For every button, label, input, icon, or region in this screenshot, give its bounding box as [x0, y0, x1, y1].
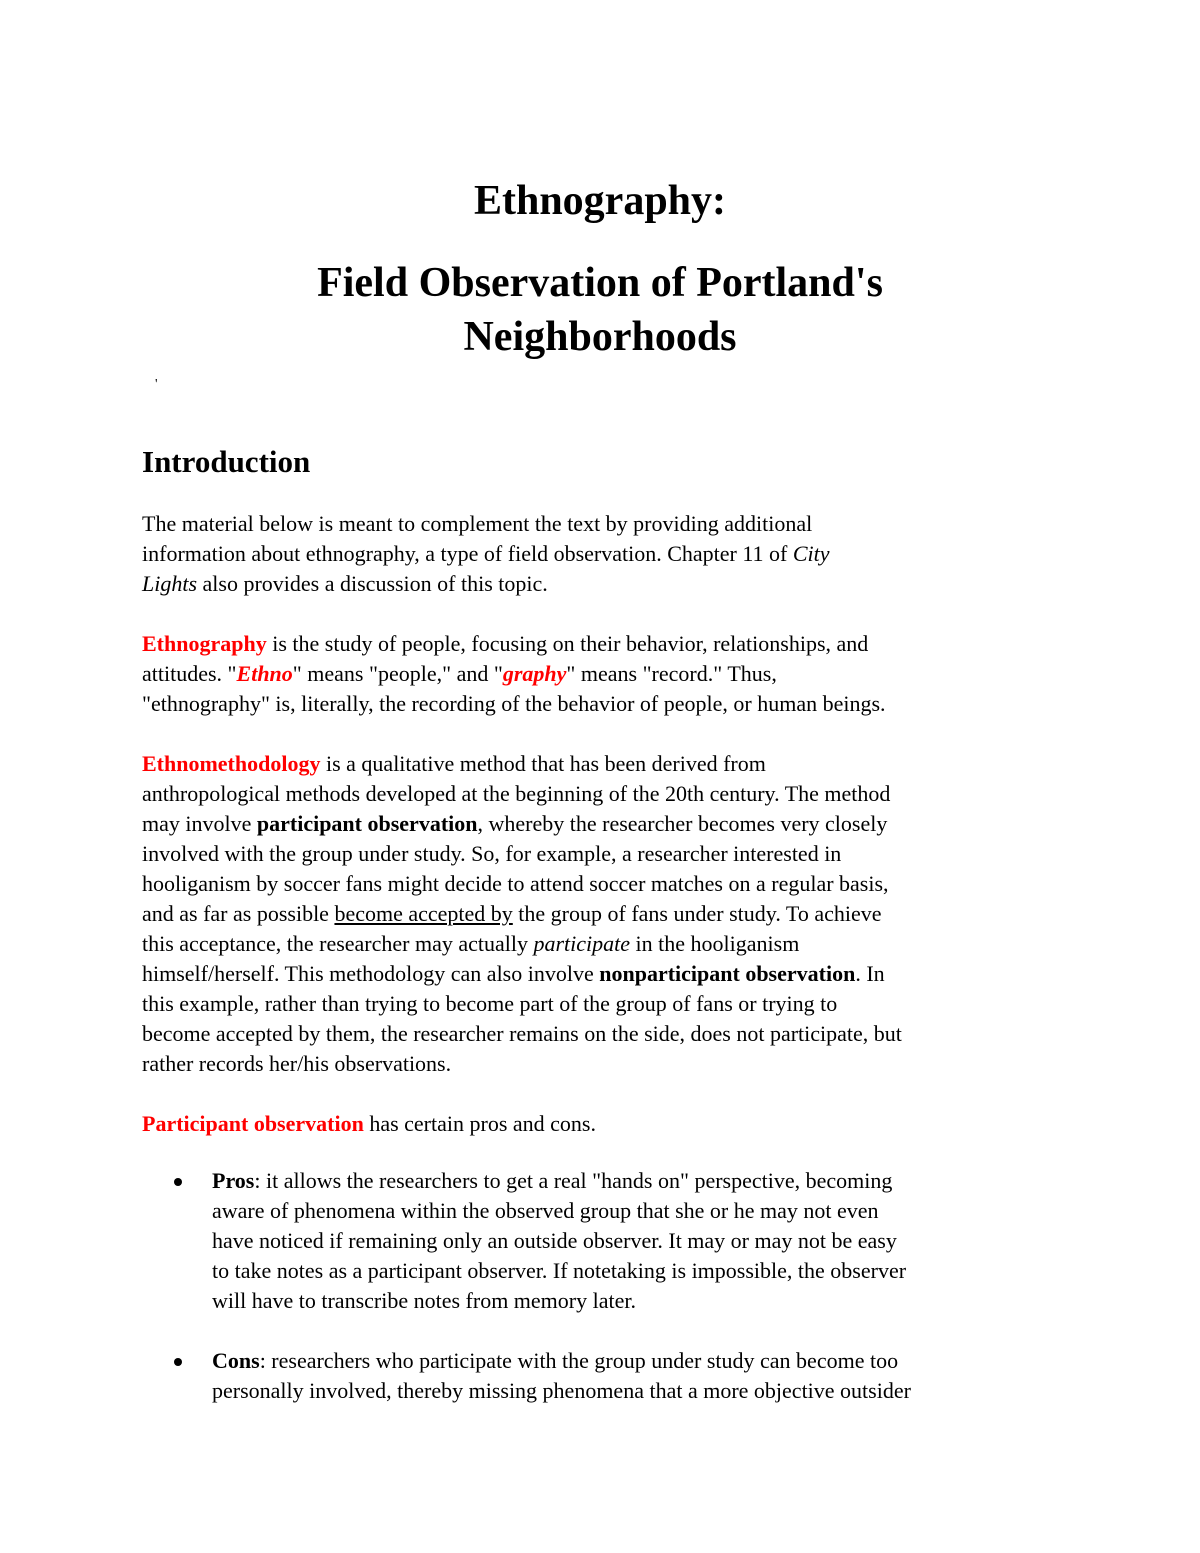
list-item-line: will have to transcribe notes from memory later. — [212, 1288, 636, 1313]
paragraph-text: himself/herself. This methodology can also involve — [142, 961, 600, 986]
list-item-text: : it allows the researchers to get a real "hands on" perspective, becoming — [254, 1168, 893, 1193]
paragraph-line — [142, 1109, 1062, 1139]
paragraph-line — [142, 569, 1062, 599]
list-item-line: personally involved, thereby missing phenomena that a more objective outsider — [212, 1378, 911, 1403]
paragraph-line — [142, 959, 1062, 989]
list-item-label: Cons — [212, 1348, 260, 1373]
paragraph-text: attitudes. " — [142, 661, 237, 686]
paragraph-line — [142, 749, 1062, 779]
stray-tick-mark: ' — [155, 377, 158, 392]
paragraph-line: become accepted by them, the researcher remains on the side, does not participate, but — [142, 1021, 902, 1046]
paragraph-text: this acceptance, the researcher may actually — [142, 931, 534, 956]
book-title-part-2: Lights — [142, 571, 198, 596]
paragraph-line — [142, 809, 1062, 839]
paragraph-line: involved with the group under study. So, for example, a researcher interested in — [142, 841, 842, 866]
term-participant-observation: participant observation — [256, 811, 478, 836]
term-ethnography: Ethnography — [142, 631, 267, 656]
italic-word-participate: participate — [533, 931, 631, 956]
list-item-line — [212, 1346, 1132, 1376]
term-nonparticipant-observation: nonparticipant observation — [599, 961, 856, 986]
paragraph-intro — [142, 509, 1062, 599]
term-participant-observation-heading: Participant observation — [142, 1111, 364, 1136]
term-ethnomethodology: Ethnomethodology — [142, 751, 321, 776]
paragraph-line — [142, 539, 1062, 569]
document-title-line-1: Ethnography: — [473, 178, 727, 224]
paragraph-line: The material below is meant to complement the text by providing additional — [142, 511, 813, 536]
list-item-line: aware of phenomena within the observed group that she or he may not even — [212, 1198, 879, 1223]
paragraph-line — [142, 659, 1062, 689]
list-item-line: to take notes as a participant observer. If notetaking is impossible, the observer — [212, 1258, 907, 1283]
paragraph-participant-observation — [142, 1109, 1062, 1139]
paragraph-line — [142, 929, 1062, 959]
term-graphy: graphy — [502, 661, 567, 686]
book-title-part-1: City — [792, 541, 830, 566]
list-item-text: : researchers who participate with the group under study can become too — [259, 1348, 899, 1373]
paragraph-text: " means "people," and " — [292, 661, 503, 686]
list-item-pros — [142, 1166, 1132, 1316]
paragraph-line — [142, 899, 1062, 929]
paragraph-text: information about ethnography, a type of field observation. Chapter 11 of — [142, 541, 793, 566]
paragraph-text: has certain pros and cons. — [363, 1111, 596, 1136]
document-title-line-2: Field Observation of Portland's — [317, 260, 883, 306]
paragraph-text: is a qualitative method that has been derived from — [320, 751, 766, 776]
paragraph-line: hooliganism by soccer fans might decide to attend soccer matches on a regular basis, — [142, 871, 889, 896]
bullet-icon — [174, 1178, 182, 1186]
list-item-label: Pros — [212, 1168, 255, 1193]
document-title-line-3: Neighborhoods — [463, 314, 737, 360]
term-ethno: Ethno — [236, 661, 293, 686]
paragraph-ethnomethodology — [142, 749, 1062, 1079]
list-item-line: have noticed if remaining only an outside observer. It may or may not be easy — [212, 1228, 897, 1253]
paragraph-line: rather records her/his observations. — [142, 1051, 452, 1076]
paragraph-line — [142, 629, 1062, 659]
paragraph-ethnography-definition — [142, 629, 1062, 719]
paragraph-text: . In — [855, 961, 885, 986]
paragraph-text: is the study of people, focusing on their behavior, relationships, and — [266, 631, 869, 656]
section-heading-introduction: Introduction — [142, 444, 311, 479]
paragraph-text: also provides a discussion of this topic. — [197, 571, 548, 596]
list-item-cons — [142, 1346, 1132, 1406]
bullet-icon — [174, 1358, 182, 1366]
paragraph-text: the group of fans under study. To achieve — [512, 901, 882, 926]
paragraph-text: , whereby the researcher becomes very closely — [477, 811, 888, 836]
paragraph-text: and as far as possible — [142, 901, 335, 926]
list-item-line — [212, 1166, 1132, 1196]
paragraph-text: may involve — [142, 811, 257, 836]
paragraph-text: " means "record." Thus, — [566, 661, 777, 686]
paragraph-line: "ethnography" is, literally, the recording of the behavior of people, or human beings. — [142, 691, 886, 716]
paragraph-text: in the hooliganism — [630, 931, 800, 956]
underlined-phrase: become accepted by — [334, 901, 513, 926]
paragraph-line: anthropological methods developed at the beginning of the 20th century. The method — [142, 781, 891, 806]
paragraph-line: this example, rather than trying to become part of the group of fans or trying to — [142, 991, 838, 1016]
